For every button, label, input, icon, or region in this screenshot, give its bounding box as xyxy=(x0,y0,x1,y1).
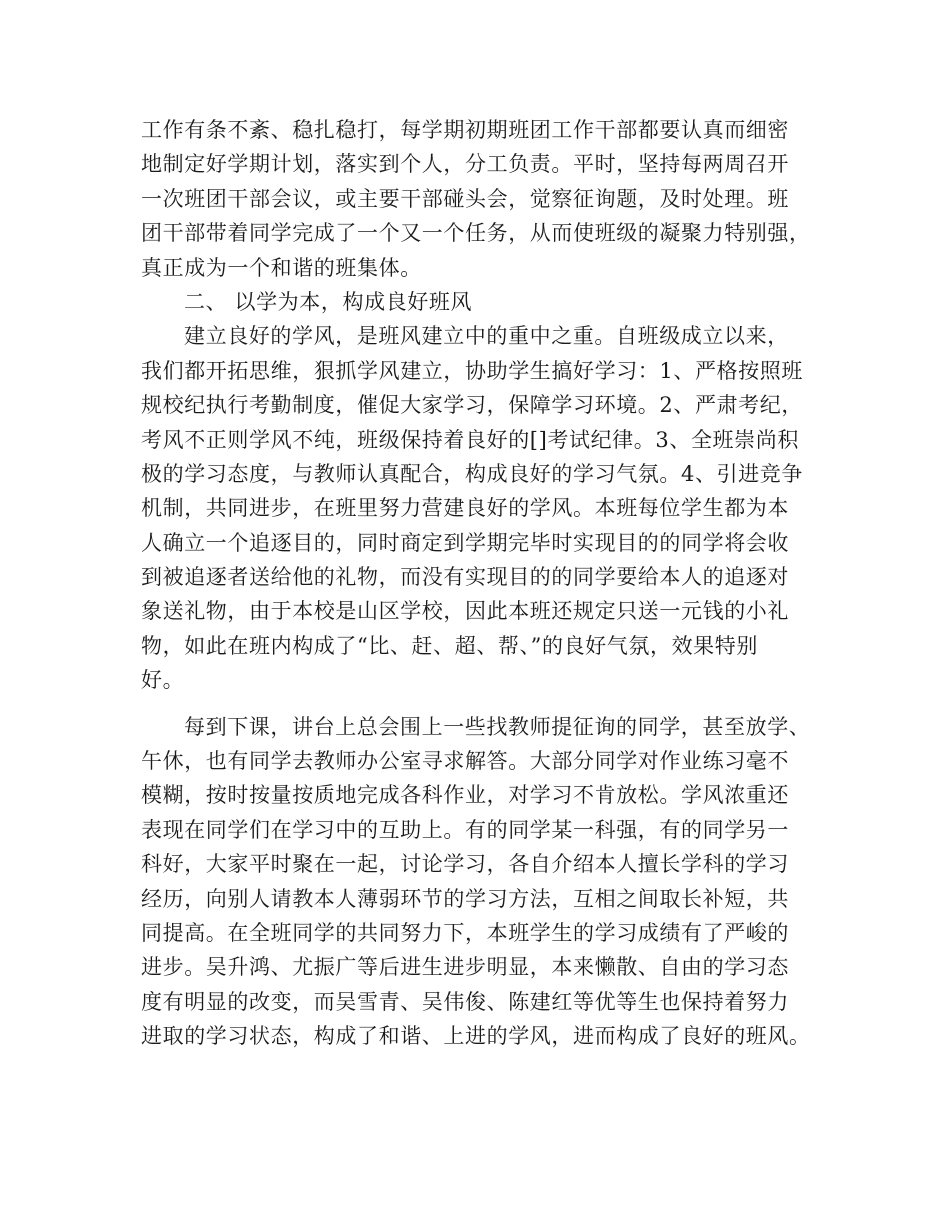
paragraph-line: 极的学习态度，与教师认真配合，构成良好的学习气氛。4、引进竞争 xyxy=(141,461,803,486)
paragraph-line: 每到下课，讲台上总会围上一些找教师提征询的同学，甚至放学、 xyxy=(184,714,811,739)
paragraph-study-style xyxy=(141,319,821,697)
paragraph-line: 建立良好的学风，是班风建立中的重中之重。自班级成立以来， xyxy=(184,324,789,349)
paragraph-line: 到被追逐者送给他的礼物，而没有实现目的的同学要给本人的追逐对 xyxy=(141,565,789,590)
paragraph-line: 表现在同学们在学习中的互助上。有的同学某一科强，有的同学另一 xyxy=(141,817,789,842)
paragraph-line: 真正成为一个和谐的班集体。 xyxy=(141,255,422,280)
paragraph-line: 同提高。在全班同学的共同努力下，本班学生的学习成绩有了严峻的 xyxy=(141,920,789,945)
paragraph-class-cadres xyxy=(141,113,821,285)
paragraph-line: 地制定好学期计划，落实到个人，分工负责。平时，坚持每两周召开 xyxy=(141,152,789,177)
paragraph-line: 度有明显的改变，而吴雪青、吴伟俊、陈建红等优等生也保持着努力 xyxy=(141,989,789,1014)
paragraph-line: 物，如此在班内构成了“比、赶、超、帮、”的良好气氛，效果特别 xyxy=(141,633,758,658)
paragraph-line: 好。 xyxy=(141,668,185,693)
paragraph-line: 机制，共同进步，在班里努力营建良好的学风。本班每位学生都为本 xyxy=(141,496,789,521)
paragraph-line: 我们都开拓思维，狠抓学风建立，协助学生搞好学习：1、严格按照班 xyxy=(141,358,803,383)
paragraph-line: 科好，大家平时聚在一起，讨论学习，各自介绍本人擅长学科的学习 xyxy=(141,852,789,877)
paragraph-line: 人确立一个追逐目的，同时商定到学期完毕时实现目的的同学将会收 xyxy=(141,530,789,555)
paragraph-line: 考风不正则学风不纯，班级保持着良好的[]考试纪律。3、全班崇尚积 xyxy=(141,427,799,452)
paragraph-line: 团干部带着同学完成了一个又一个任务，从而使班级的凝聚力特别强， xyxy=(141,221,811,246)
paragraph-line: 模糊，按时按量按质地完成各科作业，对学习不肯放松。学风浓重还 xyxy=(141,783,789,808)
paragraph-after-class xyxy=(141,710,821,1054)
paragraph-line: 午休，也有同学去教师办公室寻求解答。大部分同学对作业练习毫不 xyxy=(141,749,789,774)
document-body xyxy=(141,113,821,1054)
section-heading: 二、 以学为本，构成良好班风 xyxy=(184,289,473,314)
paragraph-line: 一次班团干部会议，或主要干部碰头会，觉察征询题，及时处理。班 xyxy=(141,186,789,211)
paragraph-line: 象送礼物，由于本校是山区学校，因此本班还规定只送一元钱的小礼 xyxy=(141,599,789,624)
paragraph-line: 规校纪执行考勤制度，催促大家学习，保障学习环境。2、严肃考纪， xyxy=(141,393,803,418)
paragraph-line: 经历，向别人请教本人薄弱环节的学习方法，互相之间取长补短，共 xyxy=(141,886,789,911)
paragraph-spacer xyxy=(141,698,821,710)
paragraph-line: 进步。吴升鸿、尤振广等后进生进步明显，本来懒散、自由的学习态 xyxy=(141,955,789,980)
paragraph-line: 工作有条不紊、稳扎稳打，每学期初期班团工作干部都要认真而细密 xyxy=(141,118,789,142)
paragraph-line: 进取的学习状态，构成了和谐、上进的学风，进而构成了良好的班风。 xyxy=(141,1024,811,1049)
